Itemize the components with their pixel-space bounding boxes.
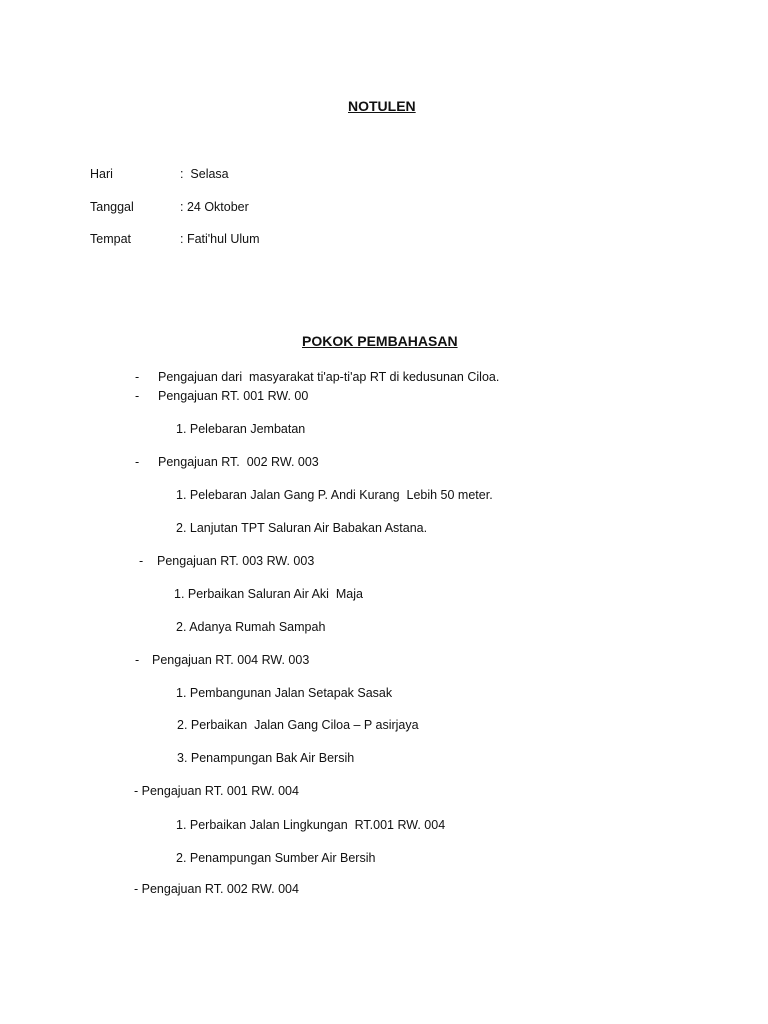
list-bullet: - xyxy=(135,370,140,384)
sub-item: 2. Adanya Rumah Sampah xyxy=(176,620,326,634)
hari-value: : Selasa xyxy=(180,167,229,181)
list-bullet: - xyxy=(135,455,140,469)
list-bullet: - xyxy=(135,653,140,667)
list-item: - Pengajuan RT. 002 RW. 004 xyxy=(134,882,299,896)
tempat-value: : Fati'hul Ulum xyxy=(180,232,260,246)
list-item: Pengajuan RT. 003 RW. 003 xyxy=(157,554,315,568)
section-title: POKOK PEMBAHASAN xyxy=(302,333,458,349)
hari-label: Hari xyxy=(90,167,113,181)
sub-item: 2. Perbaikan Jalan Gang Ciloa – P asirjaya xyxy=(177,718,419,732)
document-title: NOTULEN xyxy=(348,98,416,114)
list-item: Pengajuan dari masyarakat ti'ap-ti'ap RT di kedusunan Ciloa. xyxy=(158,370,500,384)
list-bullet: - xyxy=(139,554,144,568)
sub-item: 1. Pelebaran Jembatan xyxy=(176,422,306,436)
list-item: Pengajuan RT. 004 RW. 003 xyxy=(152,653,310,667)
tanggal-label: Tanggal xyxy=(90,200,134,214)
sub-item: 2. Lanjutan TPT Saluran Air Babakan Astana. xyxy=(176,521,428,535)
sub-item: 1. Pelebaran Jalan Gang P. Andi Kurang Lebih 50 meter. xyxy=(176,488,493,502)
sub-item: 1. Perbaikan Saluran Air Aki Maja xyxy=(174,587,363,601)
tanggal-value: : 24 Oktober xyxy=(180,200,249,214)
sub-item: 3. Penampungan Bak Air Bersih xyxy=(177,751,355,765)
list-bullet: - xyxy=(135,389,140,403)
list-item: Pengajuan RT. 001 RW. 00 xyxy=(158,389,309,403)
sub-item: 1. Perbaikan Jalan Lingkungan RT.001 RW. 004 xyxy=(176,818,446,832)
sub-item: 2. Penampungan Sumber Air Bersih xyxy=(176,851,376,865)
tempat-label: Tempat xyxy=(90,232,131,246)
sub-item: 1. Pembangunan Jalan Setapak Sasak xyxy=(176,686,393,700)
list-item: Pengajuan RT. 002 RW. 003 xyxy=(158,455,319,469)
list-item: - Pengajuan RT. 001 RW. 004 xyxy=(134,784,299,798)
